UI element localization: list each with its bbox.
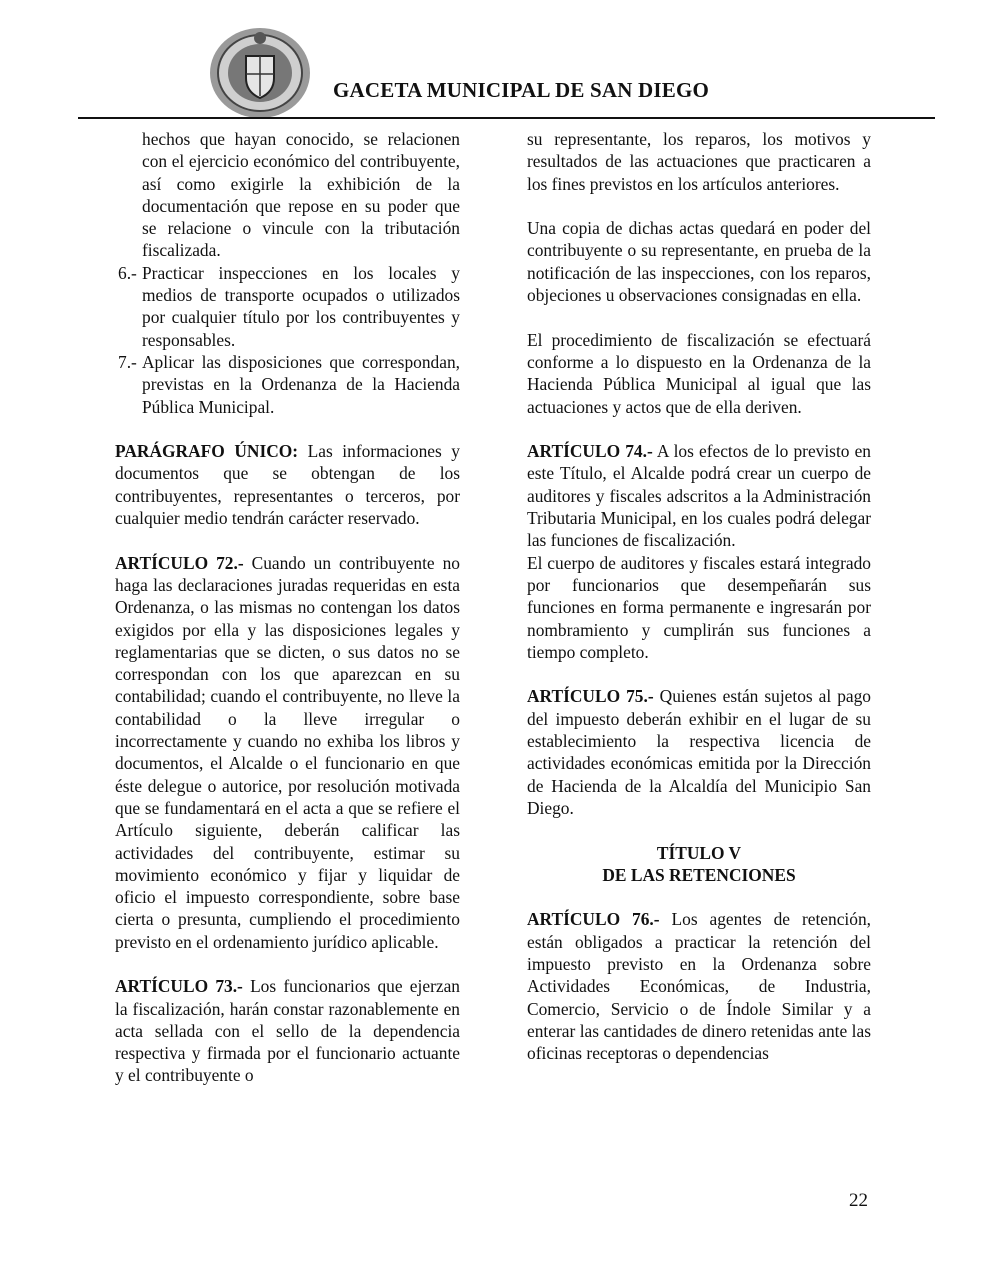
- articulo-75: [527, 685, 871, 819]
- articulo-72: [115, 552, 460, 953]
- title-subheading: DE LAS RETENCIONES: [602, 864, 796, 885]
- header-rule: [78, 117, 935, 119]
- paragraph-heading: PARÁGRAFO ÚNICO:: [115, 441, 299, 462]
- article-heading: ARTÍCULO 76.-: [527, 909, 660, 930]
- article-heading: ARTÍCULO 74.-: [527, 441, 653, 462]
- articulo-76: [527, 908, 871, 1064]
- procedimiento-paragraph: El procedimiento de fiscalización se efectuará conforme a lo dispuesto en la Ordenanza de la Hacienda Pública Municipal al igual que las actuaciones y actos que de ella deriven.: [527, 329, 871, 417]
- list-text: Practicar inspecciones en los locales y medios de transporte ocupados o utilizados por cualquier título por los contribuyentes y responsables.: [142, 262, 460, 350]
- article-text: Los funcionarios que ejerzan la fiscalización, harán constar razonablemente en acta sellada con el sello de la dependencia respectiva y firmada por el funcionario actuante y el contribuyente o: [115, 976, 460, 1086]
- coat-of-arms-seal: [208, 26, 312, 120]
- list-item-5-continuation: hechos que hayan conocido, se relacionen con el ejercicio económico del contribuyente, así como exigirle la exhibición de la documentación que repose en su poder que se relacione o vincule con la tributación fiscalizada.: [142, 129, 460, 261]
- article-text: Los agentes de retención, están obligados a practicar la retención del impuesto previsto en la Ordenanza sobre Actividades Económicas, de Industria, Comercio, Servicio o de Índole Similar y a enterar las cantidades de dinero retenidas ante las oficinas receptoras o dependencias: [527, 909, 871, 1064]
- page-number: 22: [849, 1190, 868, 1211]
- list-item-7: [115, 351, 460, 418]
- article-heading: ARTÍCULO 75.-: [527, 686, 654, 707]
- article-text: A los efectos de lo previsto en este Título, el Alcalde podrá crear un cuerpo de auditores y fiscales adscritos a la Administración Tributaria Municipal, en los cuales podrá delegar las funciones de fiscalización.: [527, 441, 871, 551]
- gazette-title: GACETA MUNICIPAL DE SAN DIEGO: [333, 78, 710, 102]
- article-text: Quienes están sujetos al pago del impuesto deberán exhibir en el lugar de su establecimiento la respectiva licencia de actividades económicas emitida por la Dirección de Hacienda de la Alcaldía del Municipio San Diego.: [527, 686, 872, 818]
- right-column: [527, 128, 871, 1064]
- list-text: Aplicar las disposiciones que correspondan, previstas en la Ordenanza de la Hacienda Pública Municipal.: [142, 351, 460, 417]
- copia-paragraph: Una copia de dichas actas quedará en poder del contribuyente o su representante, en prueba de la notificación de las inspecciones, con los reparos, objeciones u observaciones consignadas en ella.: [527, 218, 871, 306]
- paragraph-text: Las informaciones y documentos que se obtengan de los contribuyentes, representantes o terceros, por cualquier medio tendrán carácter reservado.: [115, 441, 460, 529]
- list-number: 6.-: [118, 262, 137, 283]
- articulo-73: [115, 975, 460, 1086]
- article-text: Cuando un contribuyente no haga las declaraciones juradas requeridas en esta Ordenanza, o las mismas no contengan los datos exigidos por ella y las disposiciones legales y reglamentarias que se dicten, o sus datos no se correspondan con los que aparezcan en su contabilidad; cuando el contribuyente, no lleve la contabilidad o la lleve irregular o incorrectamente y cuando no exhiba los libros y documentos, el Alcalde o el funcionario en que éste delegue o autorice, por resolución motivada que se fundamentará en el acta a que se refiere el Artículo siguiente, deberán calificar las actividades del contribuyente, estimar su movimiento económico y fijar y liquidar de oficio el impuesto correspondiente, sobre base cierta o presunta, cumpliendo el procedimiento previsto en el ordenamiento jurídico aplicable.: [115, 552, 460, 952]
- articulo-73-continuation: su representante, los reparos, los motivos y resultados de las actuaciones que practicaren a los fines previstos en los artículos anteriores.: [527, 129, 871, 194]
- articulo-74-b: El cuerpo de auditores y fiscales estará integrado por funcionarios que desempeñarán sus funciones en forma permanente e ingresarán por nombramiento y cumplirán sus funciones a tiempo completo.: [527, 552, 871, 662]
- article-heading: ARTÍCULO 72.-: [115, 552, 244, 573]
- article-heading: ARTÍCULO 73.-: [115, 976, 243, 997]
- list-number: 7.-: [118, 351, 137, 372]
- articulo-74: [527, 440, 871, 551]
- left-column: [115, 128, 460, 1087]
- title-heading: TÍTULO V: [656, 842, 742, 863]
- paragrafo-unico: [115, 440, 460, 529]
- list-item-6: [115, 262, 460, 351]
